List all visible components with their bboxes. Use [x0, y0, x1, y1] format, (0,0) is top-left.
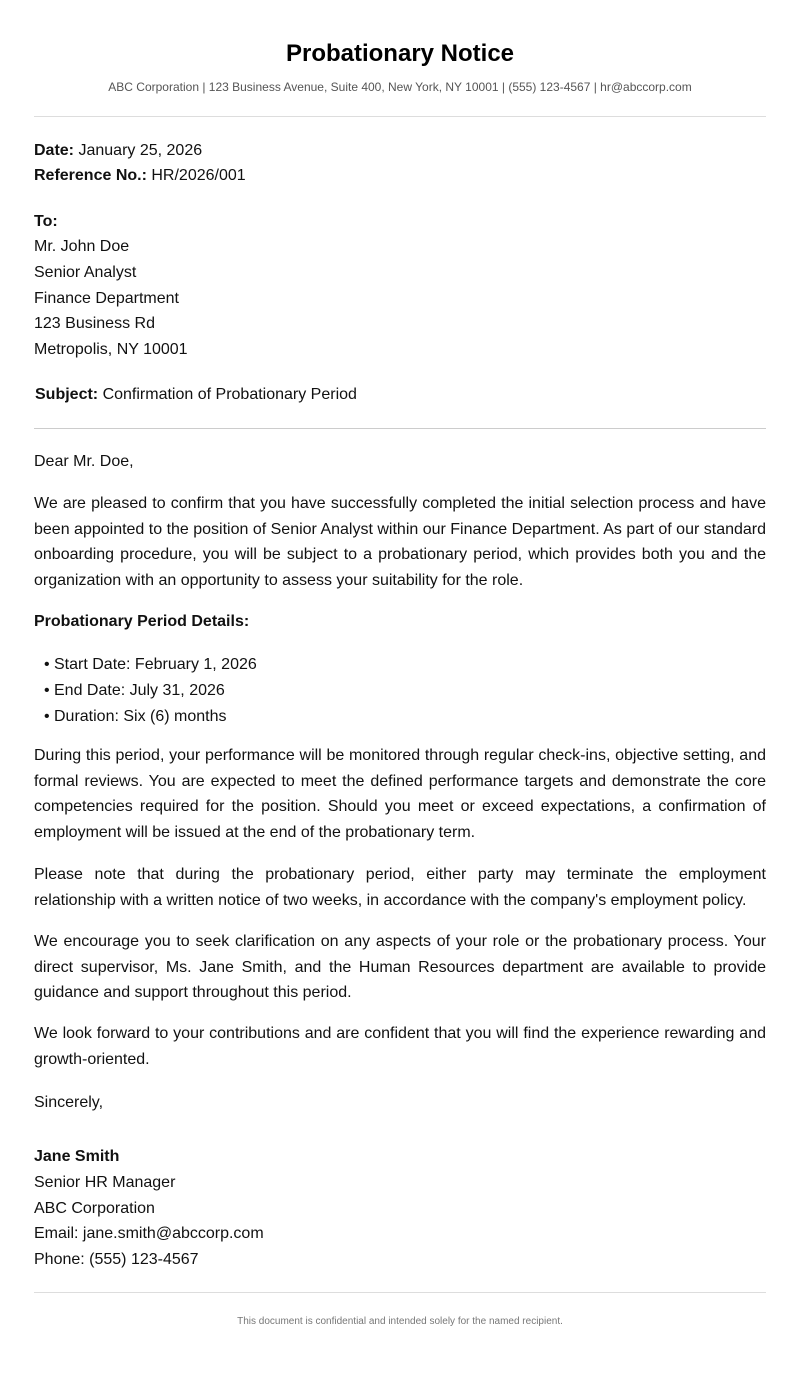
signatory-title: Senior HR Manager: [34, 1174, 176, 1191]
reference-line: [34, 165, 246, 187]
signatory-name: Jane Smith: [34, 1148, 120, 1165]
support-paragraph: We encourage you to seek clarification on any aspects of your role or the probationary process. Your direct supervisor, Ms. Jane Smith, and the Human Resources department are available to provide guidance and support throughout this period.: [34, 933, 766, 1001]
start-date-item: Start Date: February 1, 2026: [54, 656, 257, 673]
details-heading: Probationary Period Details:: [34, 613, 250, 630]
footer-divider: [34, 1292, 766, 1293]
recipient-title: Senior Analyst: [34, 264, 137, 281]
salutation: Dear Mr. Doe,: [34, 453, 134, 470]
signatory-company: ABC Corporation: [34, 1200, 155, 1217]
date-label: Date:: [34, 142, 75, 159]
list-item: [44, 652, 257, 678]
duration-item: Duration: Six (6) months: [54, 708, 227, 725]
bullet-icon: •: [44, 708, 50, 725]
recipient-city: Metropolis, NY 10001: [34, 341, 188, 358]
closing-paragraph: We look forward to your contributions and are confident that you will find the experience rewarding and growth-oriented.: [34, 1025, 766, 1068]
subject-label: Subject:: [35, 386, 99, 403]
recipient-street: 123 Business Rd: [34, 315, 155, 332]
header-divider: [34, 116, 766, 117]
bullet-icon: •: [44, 656, 50, 673]
details-list: [44, 652, 257, 730]
recipient-department: Finance Department: [34, 290, 179, 307]
recipient-name: Mr. John Doe: [34, 238, 130, 255]
date-line: [34, 140, 202, 162]
bullet-icon: •: [44, 682, 50, 699]
date-value: January 25, 2026: [78, 142, 203, 159]
subject-line: [35, 384, 357, 406]
confidentiality-note: This document is confidential and intended solely for the named recipient.: [237, 1316, 563, 1327]
signatory-phone: Phone: (555) 123-4567: [34, 1251, 199, 1268]
subject-divider: [34, 428, 766, 429]
subject-value: Confirmation of Probationary Period: [102, 386, 357, 403]
document-title: Probationary Notice: [285, 40, 515, 67]
signoff: Sincerely,: [34, 1094, 104, 1111]
list-item: [44, 678, 257, 704]
to-label: To:: [34, 213, 58, 230]
reference-label: Reference No.:: [34, 167, 147, 184]
end-date-item: End Date: July 31, 2026: [54, 682, 225, 699]
performance-paragraph: During this period, your performance will be monitored through regular check-ins, objective setting, and formal reviews. You are expected to meet the defined performance targets and demonstrate the core competencies required for the position. Should you meet or exceed expectations, a confirmation of employment will be issued at the end of the probationary term.: [34, 747, 766, 841]
intro-paragraph: We are pleased to confirm that you have successfully completed the initial selection process and have been appointed to the position of Senior Analyst within our Finance Department. As part of our standard onboarding procedure, you will be subject to a probationary period, which provides both you and the organization with an opportunity to assess your suitability for the role.: [34, 495, 767, 589]
termination-paragraph: Please note that during the probationary period, either party may terminate the employment relationship with a written notice of two weeks, in accordance with the company's employment policy.: [34, 866, 766, 909]
company-contact-line: ABC Corporation | 123 Business Avenue, Suite 400, New York, NY 10001 | (555) 123-4567 | hr@abccorp.com: [108, 80, 692, 94]
signatory-email: Email: jane.smith@abccorp.com: [34, 1225, 264, 1242]
list-item: [44, 704, 257, 730]
reference-value: HR/2026/001: [151, 167, 246, 184]
